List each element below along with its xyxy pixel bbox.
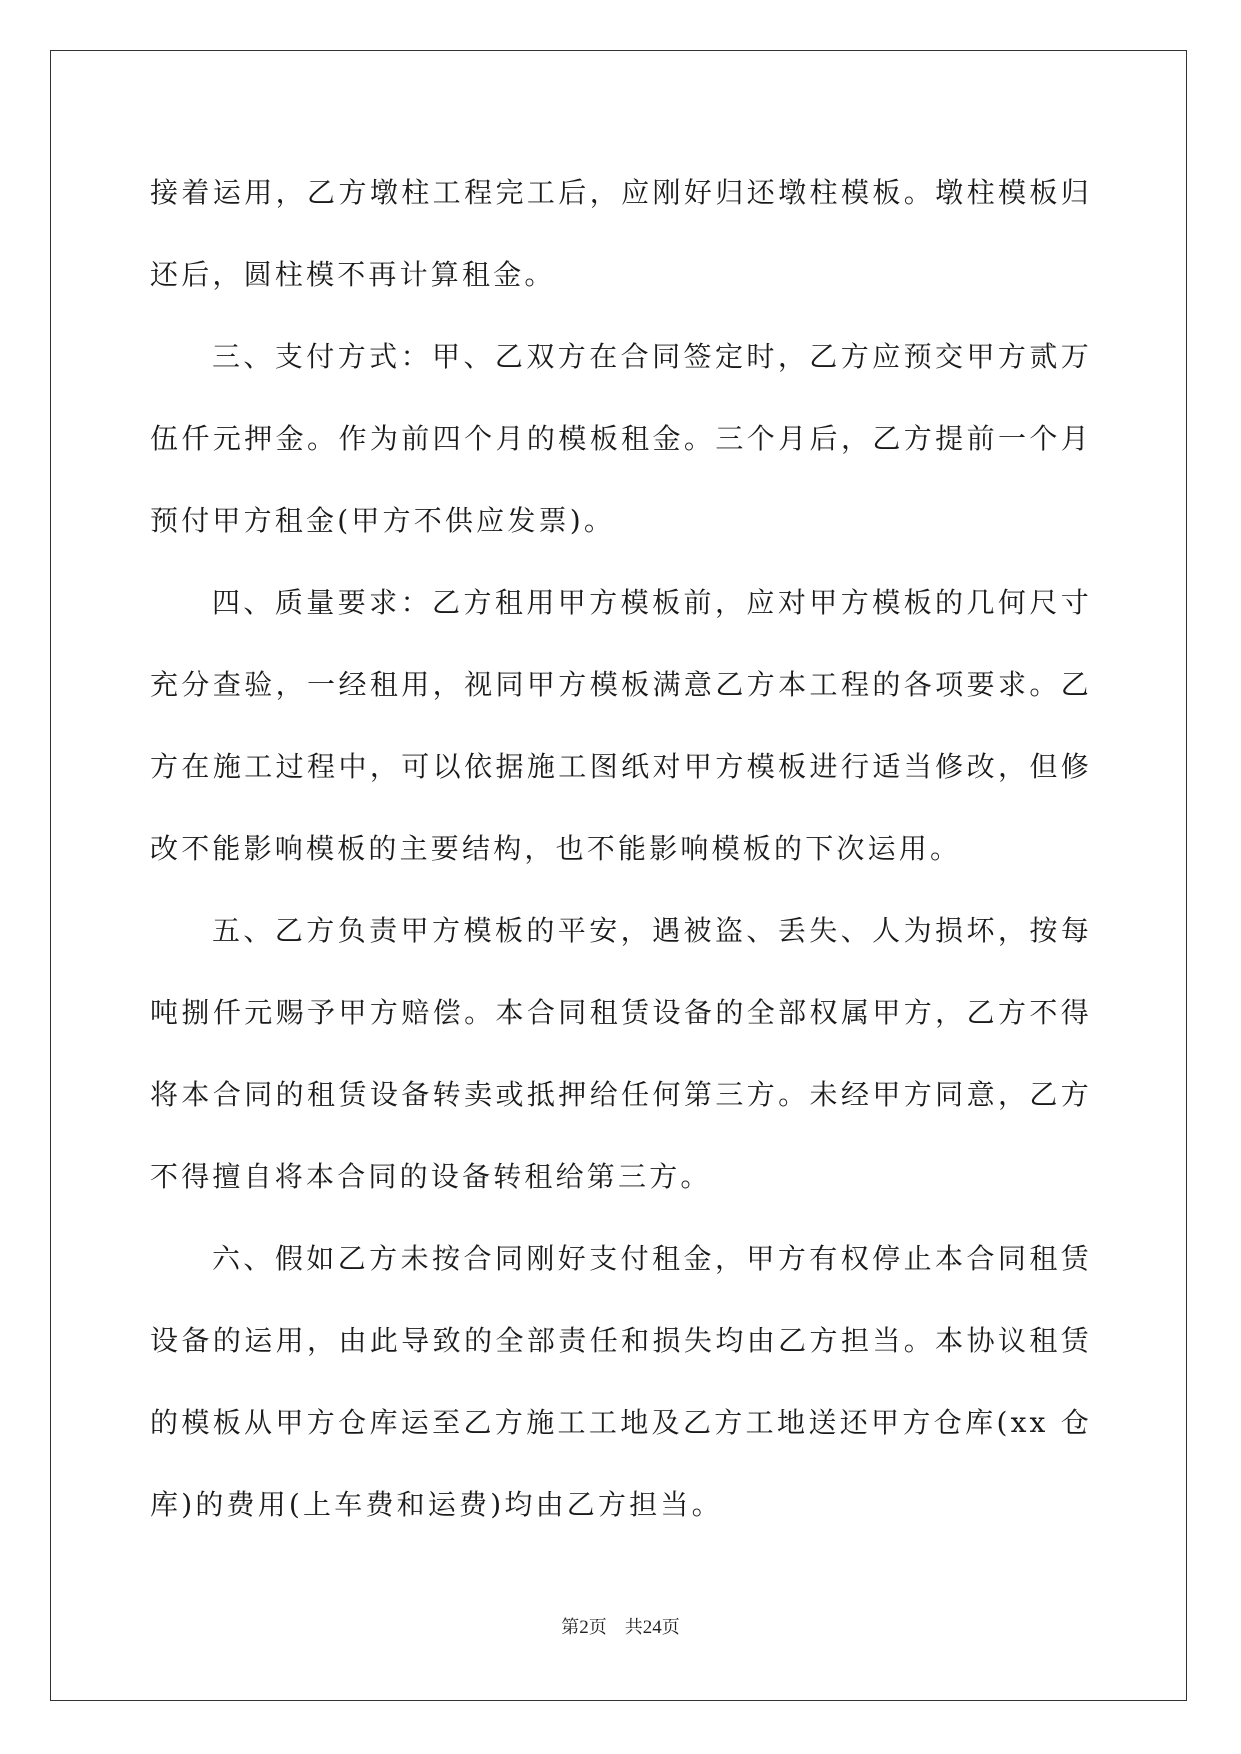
text-line: 不得擅自将本合同的设备转租给第三方。	[150, 1160, 712, 1193]
paragraph-clause-4	[150, 562, 1092, 890]
text-line: 还后，圆柱模不再计算租金。	[150, 258, 556, 291]
text-line: 四、质量要求：乙方租用甲方模板前，应对甲方模板的几何尺寸	[212, 586, 1092, 619]
paragraph-continuation	[150, 152, 1092, 316]
text-line: 库)的费用(上车费和运费)均由乙方担当。	[150, 1488, 723, 1521]
text-line: 改不能影响模板的主要结构，也不能影响模板的下次运用。	[150, 832, 962, 865]
text-line: 方在施工过程中，可以依据施工图纸对甲方模板进行适当修改，但修	[150, 750, 1092, 783]
text-line: 的模板从甲方仓库运至乙方施工工地及乙方工地送还甲方仓库(xx 仓	[150, 1406, 1092, 1439]
text-line: 设备的运用，由此导致的全部责任和损失均由乙方担当。本协议租赁	[150, 1324, 1092, 1357]
text-line: 接着运用，乙方墩柱工程完工后，应刚好归还墩柱模板。墩柱模板归	[150, 176, 1092, 209]
document-body	[150, 152, 1092, 1546]
total-prefix: 共	[624, 1617, 643, 1638]
text-line: 五、乙方负责甲方模板的平安，遇被盗、丢失、人为损坏，按每	[212, 914, 1092, 947]
page-suffix: 页	[588, 1617, 607, 1638]
text-line: 伍仟元押金。作为前四个月的模板租金。三个月后，乙方提前一个月	[150, 422, 1092, 455]
text-line: 预付甲方租金(甲方不供应发票)。	[150, 504, 616, 537]
paragraph-clause-3	[150, 316, 1092, 562]
text-line: 将本合同的租赁设备转卖或抵押给任何第三方。未经甲方同意，乙方	[150, 1078, 1092, 1111]
text-line: 吨捌仟元赐予甲方赔偿。本合同租赁设备的全部权属甲方，乙方不得	[150, 996, 1092, 1029]
paragraph-clause-5	[150, 890, 1092, 1218]
text-line: 充分查验，一经租用，视同甲方模板满意乙方本工程的各项要求。乙	[150, 668, 1092, 701]
total-suffix: 页	[661, 1617, 680, 1638]
page-prefix: 第	[561, 1617, 580, 1638]
page-number: 2	[579, 1617, 589, 1638]
paragraph-clause-6	[150, 1218, 1092, 1546]
text-line: 六、假如乙方未按合同刚好支付租金，甲方有权停止本合同租赁	[212, 1242, 1092, 1275]
text-line: 三、支付方式：甲、乙双方在合同签定时，乙方应预交甲方贰万	[212, 340, 1092, 373]
total-pages: 24	[642, 1617, 662, 1638]
page-footer	[0, 1613, 1241, 1639]
